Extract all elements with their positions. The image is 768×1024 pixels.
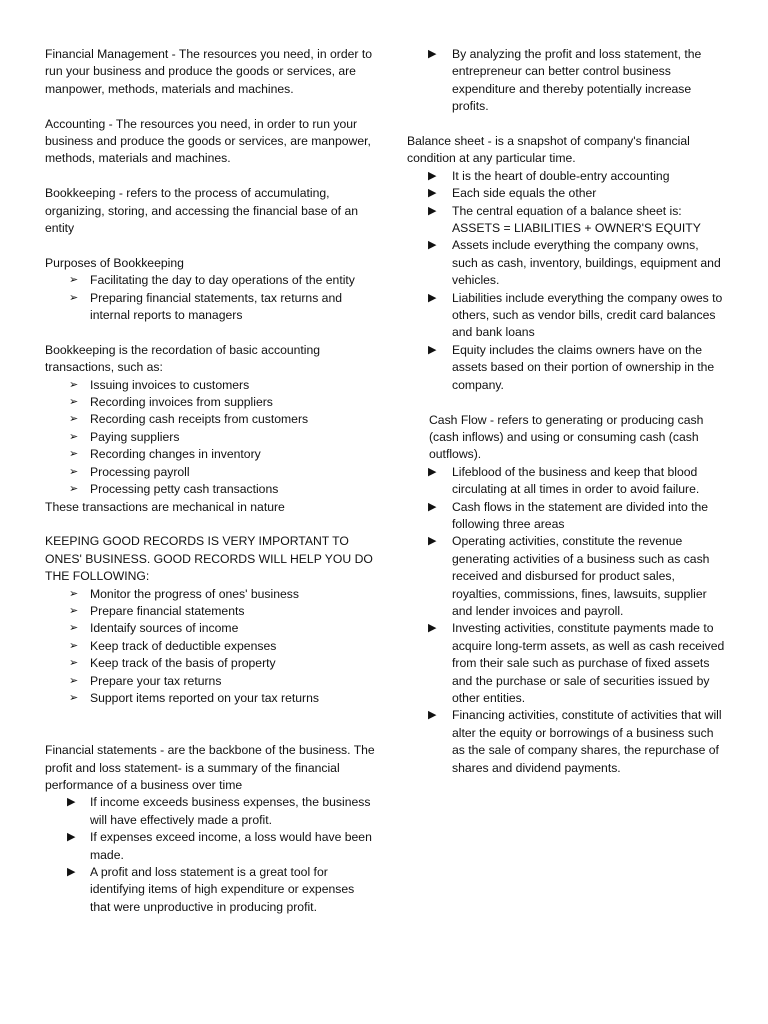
list-item: ▶ Financing activities, constitute of activities that will alter the equity or borrowings of a business such as the sale of company shares, the repurchase of shares and dividend payments.: [428, 708, 722, 775]
analyzing-list: [407, 46, 727, 116]
list-item: ➢ Recording cash receipts from customers: [45, 411, 375, 428]
arrow-bullet-icon: ➢: [69, 691, 79, 704]
triangle-bullet-icon: ▶: [428, 465, 437, 478]
arrow-bullet-icon: ➢: [69, 622, 79, 635]
list-item: ➢ Keep track of the basis of property: [45, 655, 375, 672]
triangle-bullet-icon: ▶: [67, 831, 76, 844]
triangle-bullet-icon: ▶: [428, 343, 437, 356]
triangle-bullet-icon: ▶: [67, 866, 76, 878]
list-item: ➢ Identaify sources of income: [45, 620, 375, 637]
list-item: ▶ If income exceeds business expenses, the business will have effectively made a profit.: [67, 795, 371, 827]
list-item: ➢ Prepare financial statements: [45, 603, 375, 620]
arrow-bullet-icon: ➢: [69, 587, 79, 600]
list-item: ▶ If expenses exceed income, a loss would have been made.: [67, 830, 372, 862]
list-item: ▶ Operating activities, constitute the revenue generating activities of a business such as cash received and disbursed for product sales, royalties, commissions, fines, lawsuits, supplier and lender invoices and payroll.: [428, 534, 710, 618]
arrow-bullet-icon: ➢: [69, 274, 79, 287]
balance-sheet-paragraph: Balance sheet - is a snapshot of company's financial condition at any particular time.: [407, 134, 690, 166]
arrow-bullet-icon: ➢: [69, 657, 79, 670]
balance-sheet-list: [407, 168, 727, 394]
right-column: [407, 46, 727, 777]
arrow-bullet-icon: ➢: [69, 378, 79, 391]
list-item: ▶ It is the heart of double-entry accounting: [407, 168, 727, 185]
list-item: ▶ Assets include everything the company owns, such as cash, inventory, buildings, equipment and vehicles.: [428, 238, 721, 288]
records-heading: KEEPING GOOD RECORDS IS VERY IMPORTANT TO ONES' BUSINESS. GOOD RECORDS WILL HELP YOU DO THE FOLLOWING:: [45, 534, 373, 584]
triangle-bullet-icon: ▶: [428, 709, 437, 722]
triangle-bullet-icon: ▶: [428, 500, 437, 513]
list-item: ➢ Processing payroll: [45, 464, 375, 481]
transactions-list: [45, 377, 375, 499]
left-column: [45, 46, 375, 916]
arrow-bullet-icon: ➢: [69, 430, 79, 443]
list-item: ➢ Prepare your tax returns: [45, 673, 375, 690]
list-item: ➢ Issuing invoices to customers: [45, 377, 375, 394]
list-item: ▶ Liabilities include everything the company owes to others, such as vendor bills, credit card balances and bank loans: [428, 290, 723, 340]
triangle-bullet-icon: ▶: [428, 204, 437, 217]
triangle-bullet-icon: ▶: [428, 622, 437, 635]
list-item: ➢ Facilitating the day to day operations of the entity: [45, 272, 375, 289]
list-item: ➢ Recording invoices from suppliers: [45, 394, 375, 411]
accounting-paragraph: Accounting - The resources you need, in order to run your business and produce the goods or services, are manpower, methods, materials and machines.: [45, 116, 371, 166]
bookkeeping-paragraph: Bookkeeping - refers to the process of accumulating, organizing, storing, and accessing the financial base of an entity: [45, 186, 359, 236]
list-item: ▶ A profit and loss statement is a great tool for identifying items of high expenditure or expenses that were unproductive in producing profit.: [67, 865, 355, 914]
recordation-paragraph: Bookkeeping is the recordation of basic accounting transactions, such as:: [45, 342, 321, 375]
arrow-bullet-icon: ➢: [69, 396, 79, 409]
list-item: ▶ Investing activities, constitute payments made to acquire long-term assets, as well as cash received from their sale such as purchase of fixed assets and the purchase or sale of securities issued by other entities.: [428, 621, 725, 705]
triangle-bullet-icon: ▶: [428, 291, 437, 304]
arrow-bullet-icon: ➢: [69, 448, 79, 461]
arrow-bullet-icon: ➢: [69, 674, 79, 687]
list-item: ➢ Support items reported on your tax returns: [45, 690, 375, 707]
purposes-heading: Purposes of Bookkeeping: [45, 255, 184, 270]
records-list: [45, 586, 375, 708]
list-item: ➢ Processing petty cash transactions: [45, 481, 375, 498]
arrow-bullet-icon: ➢: [69, 604, 79, 617]
triangle-bullet-icon: ▶: [428, 187, 437, 200]
financial-statements-paragraph: Financial statements - are the backbone of the business. The profit and loss statement- is a summary of the financial performance of a business over time: [45, 743, 375, 792]
cash-flow-paragraph: Cash Flow - refers to generating or producing cash (cash inflows) and using or consuming cash (cash outflows).: [429, 412, 704, 462]
mechanical-note: These transactions are mechanical in nature: [45, 499, 285, 514]
arrow-bullet-icon: ➢: [69, 639, 79, 652]
list-item: ➢ Monitor the progress of ones' business: [45, 586, 375, 603]
cash-flow-list: [407, 464, 727, 777]
profit-loss-list: [45, 794, 375, 916]
list-item: ▶ By analyzing the profit and loss statement, the entrepreneur can better control business expenditure and thereby potentially increase profits.: [428, 47, 702, 114]
triangle-bullet-icon: ▶: [428, 169, 437, 182]
list-item: ➢ Keep track of deductible expenses: [45, 638, 375, 655]
purposes-list: [45, 272, 375, 324]
triangle-bullet-icon: ▶: [428, 239, 437, 252]
list-item: ➢ Preparing financial statements, tax returns and internal reports to managers: [69, 290, 343, 323]
list-item: ▶ Cash flows in the statement are divided into the following three areas: [428, 499, 709, 531]
triangle-bullet-icon: ▶: [67, 796, 76, 809]
list-item: ▶ Lifeblood of the business and keep that blood circulating at all times in order to avoid failure.: [428, 464, 700, 497]
list-item: ➢ Paying suppliers: [45, 429, 375, 446]
triangle-bullet-icon: ▶: [428, 48, 437, 60]
triangle-bullet-icon: ▶: [428, 535, 437, 548]
arrow-bullet-icon: ➢: [69, 291, 79, 304]
arrow-bullet-icon: ➢: [69, 483, 79, 496]
list-item: ➢ Recording changes in inventory: [45, 446, 375, 463]
arrow-bullet-icon: ➢: [69, 413, 79, 426]
financial-management-paragraph: Financial Management - The resources you need, in order to run your business and produce the goods or services, are manpower, methods, materials and machines.: [45, 47, 372, 96]
list-item: ▶ Equity includes the claims owners have on the assets based on their portion of ownership in the company.: [428, 342, 715, 392]
arrow-bullet-icon: ➢: [69, 465, 79, 478]
list-item: ▶ Each side equals the other: [407, 185, 727, 202]
list-item: ▶ The central equation of a balance sheet is: ASSETS = LIABILITIES + OWNER'S EQUITY: [428, 203, 701, 236]
